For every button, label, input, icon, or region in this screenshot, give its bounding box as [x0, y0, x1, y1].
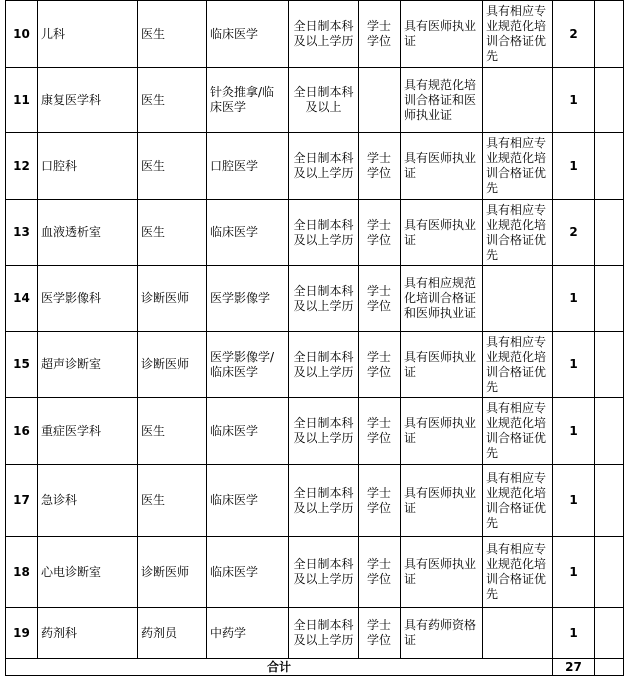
position: 诊断医师 — [138, 537, 207, 608]
position: 医生 — [138, 1, 207, 68]
position: 医生 — [138, 200, 207, 266]
other-requirement — [483, 608, 553, 659]
other-requirement: 具有相应专业规范化培训合格证优先 — [483, 133, 553, 200]
remark — [595, 465, 624, 537]
other-requirement: 具有相应专业规范化培训合格证优先 — [483, 200, 553, 266]
education: 全日制本科及以上学历 — [289, 608, 359, 659]
row-number: 13 — [6, 200, 38, 266]
education: 全日制本科及以上学历 — [289, 332, 359, 398]
headcount: 1 — [553, 332, 595, 398]
major: 临床医学 — [207, 465, 289, 537]
certificate: 具有医师执业证 — [401, 398, 483, 465]
table-row — [6, 332, 624, 398]
total-row — [6, 659, 624, 676]
table-row — [6, 68, 624, 133]
table-row — [6, 608, 624, 659]
certificate: 具有医师执业证 — [401, 200, 483, 266]
major: 临床医学 — [207, 398, 289, 465]
row-number: 16 — [6, 398, 38, 465]
table-row — [6, 200, 624, 266]
department: 急诊科 — [38, 465, 138, 537]
remark — [595, 537, 624, 608]
table-row — [6, 465, 624, 537]
certificate: 具有医师执业证 — [401, 332, 483, 398]
row-number: 17 — [6, 465, 38, 537]
certificate: 具有医师执业证 — [401, 537, 483, 608]
remark — [595, 200, 624, 266]
department: 血液透析室 — [38, 200, 138, 266]
major: 临床医学 — [207, 1, 289, 68]
row-number: 18 — [6, 537, 38, 608]
degree: 学士学位 — [359, 332, 401, 398]
other-requirement: 具有相应专业规范化培训合格证优先 — [483, 1, 553, 68]
other-requirement: 具有相应专业规范化培训合格证优先 — [483, 398, 553, 465]
headcount: 1 — [553, 608, 595, 659]
education: 全日制本科及以上学历 — [289, 465, 359, 537]
table-row — [6, 537, 624, 608]
degree: 学士学位 — [359, 133, 401, 200]
education: 全日制本科及以上学历 — [289, 133, 359, 200]
department: 康复医学科 — [38, 68, 138, 133]
position: 诊断医师 — [138, 266, 207, 332]
department: 儿科 — [38, 1, 138, 68]
headcount: 1 — [553, 537, 595, 608]
position: 医生 — [138, 133, 207, 200]
remark — [595, 266, 624, 332]
other-requirement: 具有相应专业规范化培训合格证优先 — [483, 465, 553, 537]
degree: 学士学位 — [359, 608, 401, 659]
position: 诊断医师 — [138, 332, 207, 398]
certificate: 具有医师执业证 — [401, 133, 483, 200]
department: 心电诊断室 — [38, 537, 138, 608]
headcount: 1 — [553, 398, 595, 465]
row-number: 14 — [6, 266, 38, 332]
row-number: 15 — [6, 332, 38, 398]
education: 全日制本科及以上学历 — [289, 266, 359, 332]
remark — [595, 133, 624, 200]
degree: 学士学位 — [359, 200, 401, 266]
certificate: 具有医师执业证 — [401, 1, 483, 68]
department: 药剂科 — [38, 608, 138, 659]
position: 药剂员 — [138, 608, 207, 659]
major: 中药学 — [207, 608, 289, 659]
department: 医学影像科 — [38, 266, 138, 332]
certificate: 具有药师资格证 — [401, 608, 483, 659]
remark — [595, 608, 624, 659]
major: 口腔医学 — [207, 133, 289, 200]
certificate: 具有规范化培训合格证和医师执业证 — [401, 68, 483, 133]
department: 超声诊断室 — [38, 332, 138, 398]
total-remark — [595, 659, 624, 676]
headcount: 2 — [553, 1, 595, 68]
table-row — [6, 133, 624, 200]
education: 全日制本科及以上学历 — [289, 537, 359, 608]
education: 全日制本科及以上学历 — [289, 398, 359, 465]
remark — [595, 68, 624, 133]
total-count: 27 — [553, 659, 595, 676]
degree: 学士学位 — [359, 537, 401, 608]
other-requirement — [483, 68, 553, 133]
education: 全日制本科及以上学历 — [289, 200, 359, 266]
other-requirement — [483, 266, 553, 332]
education: 全日制本科及以上学历 — [289, 1, 359, 68]
degree: 学士学位 — [359, 465, 401, 537]
table-row — [6, 266, 624, 332]
table-row — [6, 398, 624, 465]
other-requirement: 具有相应专业规范化培训合格证优先 — [483, 332, 553, 398]
certificate: 具有相应规范化培训合格证和医师执业证 — [401, 266, 483, 332]
row-number: 11 — [6, 68, 38, 133]
major: 临床医学 — [207, 200, 289, 266]
education: 全日制本科及以上 — [289, 68, 359, 133]
position: 医生 — [138, 398, 207, 465]
major: 医学影像学/临床医学 — [207, 332, 289, 398]
degree: 学士学位 — [359, 398, 401, 465]
degree: 学士学位 — [359, 1, 401, 68]
remark — [595, 1, 624, 68]
certificate: 具有医师执业证 — [401, 465, 483, 537]
department: 口腔科 — [38, 133, 138, 200]
table-row — [6, 1, 624, 68]
remark — [595, 398, 624, 465]
position: 医生 — [138, 465, 207, 537]
department: 重症医学科 — [38, 398, 138, 465]
row-number: 19 — [6, 608, 38, 659]
major: 临床医学 — [207, 537, 289, 608]
remark — [595, 332, 624, 398]
headcount: 1 — [553, 133, 595, 200]
degree — [359, 68, 401, 133]
degree: 学士学位 — [359, 266, 401, 332]
major: 医学影像学 — [207, 266, 289, 332]
headcount: 1 — [553, 68, 595, 133]
other-requirement: 具有相应专业规范化培训合格证优先 — [483, 537, 553, 608]
major: 针灸推拿/临床医学 — [207, 68, 289, 133]
headcount: 1 — [553, 465, 595, 537]
total-label: 合计 — [6, 659, 553, 676]
row-number: 12 — [6, 133, 38, 200]
headcount: 1 — [553, 266, 595, 332]
position: 医生 — [138, 68, 207, 133]
row-number: 10 — [6, 1, 38, 68]
headcount: 2 — [553, 200, 595, 266]
recruitment-table — [5, 0, 624, 676]
